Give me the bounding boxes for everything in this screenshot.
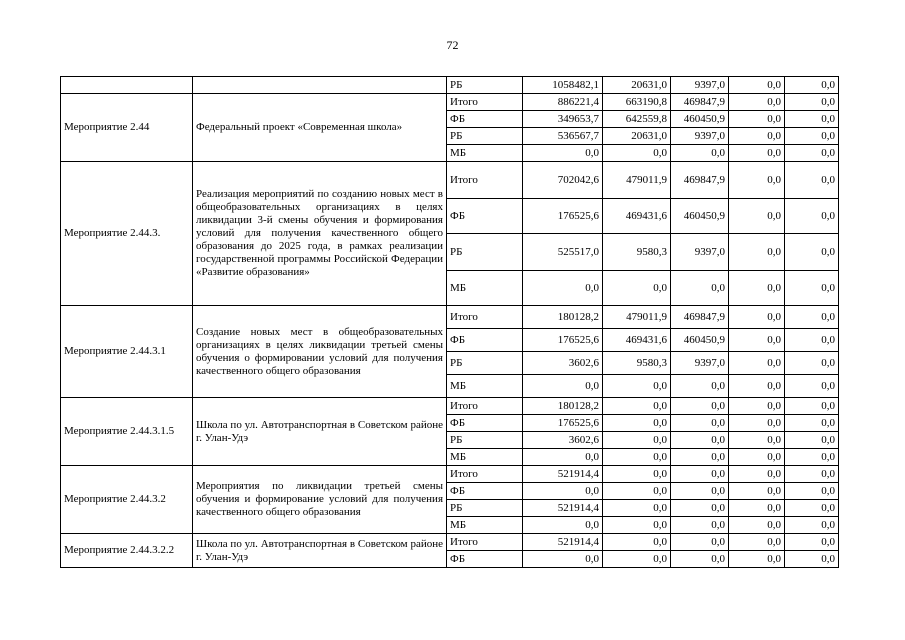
amount-cell: 0,0: [603, 551, 671, 568]
funding-source-cell: Итого: [447, 534, 523, 551]
amount-cell: 460450,9: [671, 111, 729, 128]
funding-source-cell: ФБ: [447, 199, 523, 234]
funding-source-cell: РБ: [447, 128, 523, 145]
table-row: [61, 77, 839, 94]
activity-id-cell: Мероприятие 2.44.3.1.5: [61, 398, 193, 466]
amount-cell: 0,0: [785, 551, 839, 568]
amount-cell: 0,0: [785, 234, 839, 271]
amount-cell: 20631,0: [603, 77, 671, 94]
funding-source-cell: Итого: [447, 306, 523, 329]
funding-source-cell: РБ: [447, 432, 523, 449]
amount-cell: 0,0: [729, 466, 785, 483]
amount-cell: 0,0: [729, 111, 785, 128]
amount-cell: 0,0: [729, 271, 785, 306]
activity-description-cell: Федеральный проект «Современная школа»: [193, 94, 447, 162]
amount-cell: 0,0: [603, 483, 671, 500]
activity-id-cell: [61, 77, 193, 94]
amount-cell: 0,0: [729, 306, 785, 329]
amount-cell: 176525,6: [523, 199, 603, 234]
activity-id-cell: Мероприятие 2.44.3.1: [61, 306, 193, 398]
amount-cell: 0,0: [603, 415, 671, 432]
amount-cell: 0,0: [603, 375, 671, 398]
funding-source-cell: МБ: [447, 517, 523, 534]
amount-cell: 0,0: [785, 534, 839, 551]
funding-source-cell: МБ: [447, 375, 523, 398]
table-row: [61, 398, 839, 415]
amount-cell: 0,0: [785, 94, 839, 111]
amount-cell: 9580,3: [603, 234, 671, 271]
amount-cell: 0,0: [785, 352, 839, 375]
funding-source-cell: ФБ: [447, 551, 523, 568]
amount-cell: 642559,8: [603, 111, 671, 128]
amount-cell: 0,0: [729, 128, 785, 145]
funding-source-cell: РБ: [447, 500, 523, 517]
amount-cell: 0,0: [523, 551, 603, 568]
amount-cell: 0,0: [671, 534, 729, 551]
page-number: 72: [446, 38, 459, 52]
table-row: [61, 94, 839, 111]
amount-cell: 479011,9: [603, 306, 671, 329]
amount-cell: 0,0: [729, 94, 785, 111]
amount-cell: 0,0: [729, 162, 785, 199]
amount-cell: 0,0: [785, 199, 839, 234]
amount-cell: 0,0: [603, 500, 671, 517]
amount-cell: 176525,6: [523, 415, 603, 432]
amount-cell: 0,0: [671, 432, 729, 449]
amount-cell: 536567,7: [523, 128, 603, 145]
amount-cell: 0,0: [729, 375, 785, 398]
amount-cell: 0,0: [671, 375, 729, 398]
amount-cell: 0,0: [523, 517, 603, 534]
amount-cell: 0,0: [523, 271, 603, 306]
amount-cell: 0,0: [603, 466, 671, 483]
amount-cell: 0,0: [785, 77, 839, 94]
amount-cell: 0,0: [603, 271, 671, 306]
amount-cell: 0,0: [785, 500, 839, 517]
funding-source-cell: РБ: [447, 352, 523, 375]
funding-source-cell: Итого: [447, 398, 523, 415]
activity-id-cell: Мероприятие 2.44.3.2: [61, 466, 193, 534]
amount-cell: 0,0: [785, 375, 839, 398]
amount-cell: 0,0: [785, 415, 839, 432]
funding-source-cell: ФБ: [447, 111, 523, 128]
activity-description-cell: Мероприятия по ликвидации третьей смены обучения и формирование условий для получения качественного общего образования: [193, 466, 447, 534]
activity-description-cell: Школа по ул. Автотранспортная в Советском районе г. Улан-Удэ: [193, 534, 447, 568]
funding-source-cell: РБ: [447, 77, 523, 94]
amount-cell: 3602,6: [523, 352, 603, 375]
amount-cell: 0,0: [729, 352, 785, 375]
activity-id-cell: Мероприятие 2.44.3.: [61, 162, 193, 306]
amount-cell: 0,0: [603, 398, 671, 415]
amount-cell: 0,0: [785, 329, 839, 352]
amount-cell: 479011,9: [603, 162, 671, 199]
amount-cell: 0,0: [671, 551, 729, 568]
amount-cell: 521914,4: [523, 534, 603, 551]
amount-cell: 180128,2: [523, 306, 603, 329]
activity-description-cell: Школа по ул. Автотранспортная в Советском районе г. Улан-Удэ: [193, 398, 447, 466]
amount-cell: 0,0: [523, 145, 603, 162]
amount-cell: 469847,9: [671, 306, 729, 329]
amount-cell: 9580,3: [603, 352, 671, 375]
funding-source-cell: РБ: [447, 234, 523, 271]
table-row: [61, 534, 839, 551]
amount-cell: 0,0: [729, 449, 785, 466]
amount-cell: 180128,2: [523, 398, 603, 415]
amount-cell: 0,0: [729, 534, 785, 551]
funding-source-cell: МБ: [447, 449, 523, 466]
amount-cell: 0,0: [729, 517, 785, 534]
amount-cell: 0,0: [785, 162, 839, 199]
amount-cell: 469847,9: [671, 94, 729, 111]
activity-id-cell: Мероприятие 2.44: [61, 94, 193, 162]
activity-description-cell: Реализация мероприятий по созданию новых мест в общеобразовательных организациях в целях ликвидации 3-й смены обучения и формирования условий для получения качественного общего образования до 2025 года, в рамках реализации государственной программы Российской Федерации «Развитие образования»: [193, 162, 447, 306]
amount-cell: 0,0: [785, 306, 839, 329]
amount-cell: 3602,6: [523, 432, 603, 449]
amount-cell: 702042,6: [523, 162, 603, 199]
table-row: [61, 306, 839, 329]
amount-cell: 0,0: [785, 128, 839, 145]
funding-table-body: [61, 77, 839, 568]
amount-cell: 0,0: [671, 415, 729, 432]
amount-cell: 525517,0: [523, 234, 603, 271]
amount-cell: 0,0: [785, 398, 839, 415]
amount-cell: 460450,9: [671, 329, 729, 352]
amount-cell: 0,0: [671, 398, 729, 415]
amount-cell: 0,0: [729, 500, 785, 517]
amount-cell: 0,0: [671, 271, 729, 306]
amount-cell: 469847,9: [671, 162, 729, 199]
activity-description-cell: [193, 77, 447, 94]
funding-source-cell: Итого: [447, 466, 523, 483]
funding-source-cell: Итого: [447, 94, 523, 111]
table-row: [61, 162, 839, 199]
activity-id-cell: Мероприятие 2.44.3.2.2: [61, 534, 193, 568]
amount-cell: 0,0: [785, 466, 839, 483]
amount-cell: 0,0: [785, 483, 839, 500]
activity-description-cell: Создание новых мест в общеобразовательных организациях в целях ликвидации третьей смены обучения о формировании условий для получения качественного общего образования: [193, 306, 447, 398]
amount-cell: 0,0: [671, 466, 729, 483]
amount-cell: 0,0: [729, 199, 785, 234]
amount-cell: 0,0: [729, 415, 785, 432]
amount-cell: 0,0: [523, 449, 603, 466]
amount-cell: 0,0: [785, 271, 839, 306]
amount-cell: 460450,9: [671, 199, 729, 234]
amount-cell: 0,0: [729, 77, 785, 94]
amount-cell: 0,0: [785, 111, 839, 128]
amount-cell: 0,0: [671, 517, 729, 534]
funding-source-cell: МБ: [447, 145, 523, 162]
amount-cell: 20631,0: [603, 128, 671, 145]
amount-cell: 0,0: [785, 432, 839, 449]
amount-cell: 0,0: [729, 234, 785, 271]
amount-cell: 0,0: [603, 432, 671, 449]
amount-cell: 0,0: [523, 375, 603, 398]
amount-cell: 0,0: [603, 534, 671, 551]
amount-cell: 0,0: [603, 145, 671, 162]
amount-cell: 176525,6: [523, 329, 603, 352]
amount-cell: 9397,0: [671, 128, 729, 145]
amount-cell: 0,0: [729, 398, 785, 415]
amount-cell: 349653,7: [523, 111, 603, 128]
amount-cell: 0,0: [785, 449, 839, 466]
amount-cell: 469431,6: [603, 199, 671, 234]
funding-source-cell: МБ: [447, 271, 523, 306]
amount-cell: 0,0: [729, 483, 785, 500]
amount-cell: 0,0: [729, 145, 785, 162]
amount-cell: 0,0: [671, 500, 729, 517]
amount-cell: 9397,0: [671, 77, 729, 94]
amount-cell: 0,0: [603, 517, 671, 534]
amount-cell: 0,0: [523, 483, 603, 500]
amount-cell: 0,0: [729, 551, 785, 568]
funding-source-cell: Итого: [447, 162, 523, 199]
funding-source-cell: ФБ: [447, 329, 523, 352]
amount-cell: 663190,8: [603, 94, 671, 111]
funding-source-cell: ФБ: [447, 415, 523, 432]
amount-cell: 0,0: [729, 329, 785, 352]
amount-cell: 0,0: [785, 145, 839, 162]
amount-cell: 521914,4: [523, 466, 603, 483]
amount-cell: 0,0: [671, 449, 729, 466]
amount-cell: 0,0: [671, 483, 729, 500]
amount-cell: 9397,0: [671, 234, 729, 271]
amount-cell: 0,0: [671, 145, 729, 162]
funding-table: [60, 76, 839, 568]
amount-cell: 886221,4: [523, 94, 603, 111]
amount-cell: 0,0: [785, 517, 839, 534]
amount-cell: 9397,0: [671, 352, 729, 375]
amount-cell: 0,0: [603, 449, 671, 466]
amount-cell: 469431,6: [603, 329, 671, 352]
table-row: [61, 466, 839, 483]
funding-source-cell: ФБ: [447, 483, 523, 500]
amount-cell: 0,0: [729, 432, 785, 449]
amount-cell: 521914,4: [523, 500, 603, 517]
amount-cell: 1058482,1: [523, 77, 603, 94]
